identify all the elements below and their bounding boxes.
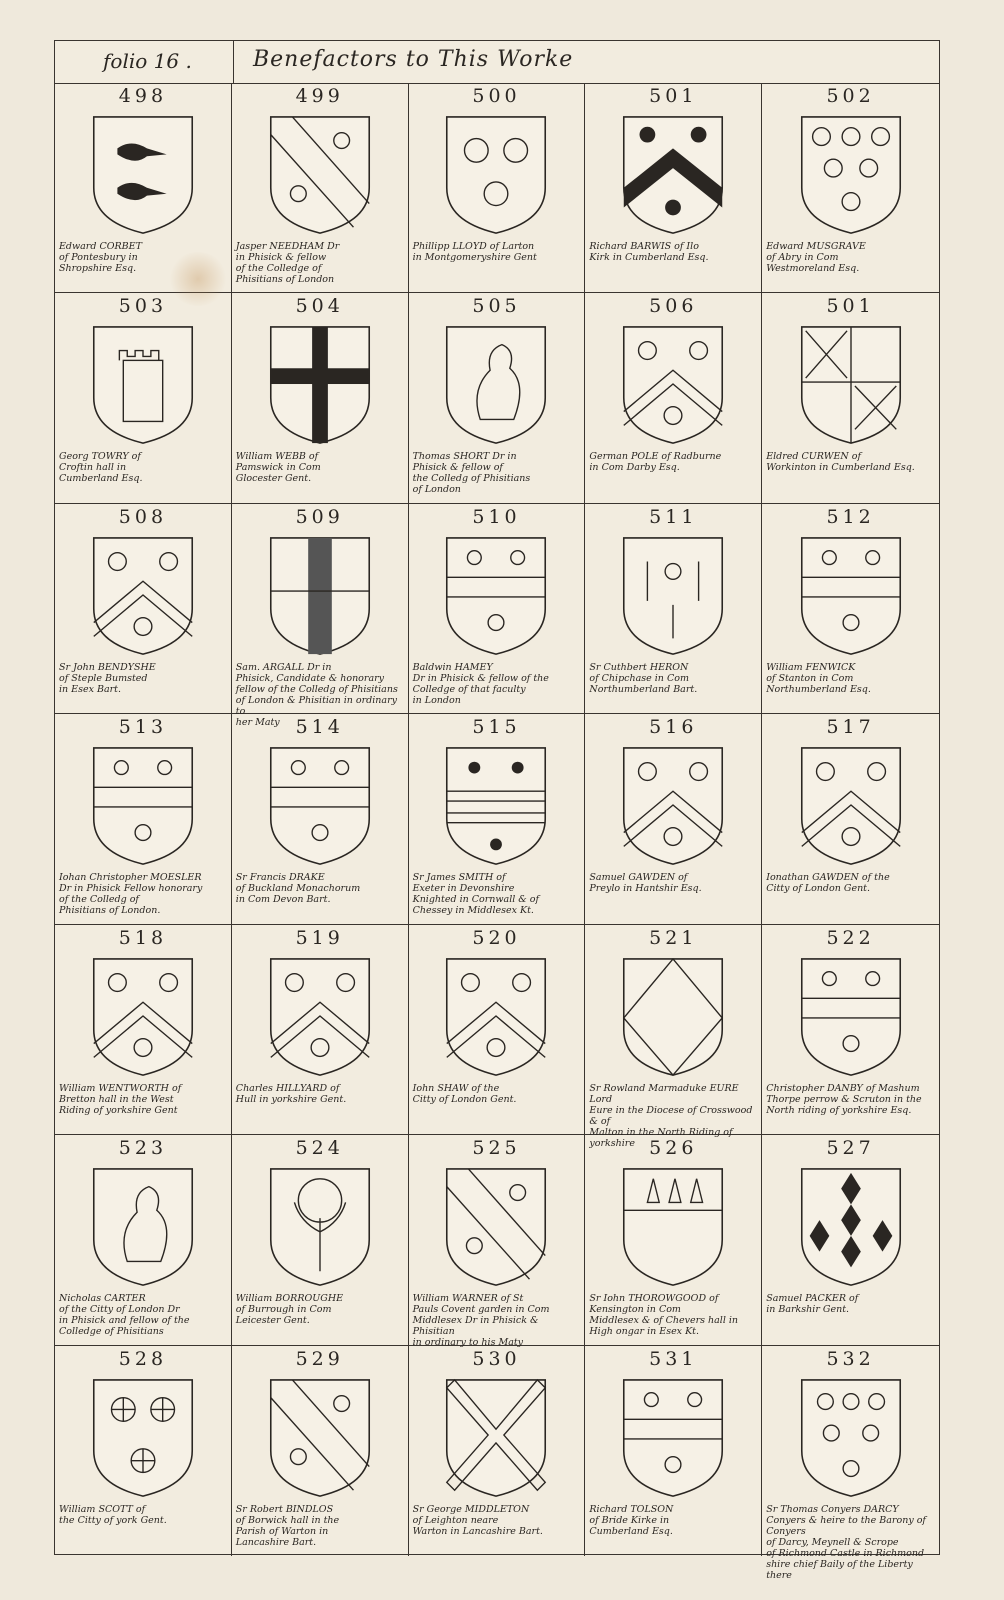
entry-number: 501 <box>826 295 875 318</box>
entry-number: 528 <box>118 1347 168 1370</box>
arms-cell <box>585 504 762 714</box>
benefactor-caption: William WEBB of Pamswick in Com Glocester Gent. <box>235 451 321 485</box>
coat-of-arms-shield <box>264 742 376 870</box>
arms-cell <box>762 714 939 924</box>
arms-cell <box>585 1346 762 1556</box>
coat-of-arms-shield <box>795 532 907 660</box>
benefactor-caption: William FENWICK of Stanton in Com Northumberland Esq. <box>766 661 871 695</box>
entry-number: 512 <box>826 505 875 528</box>
benefactor-caption: Georg TOWRY of Croftin hall in Cumberland Esq. <box>59 451 143 485</box>
benefactor-caption: William WARNER of St Pauls Covent garden in Com Middlesex Dr in Phisick & Phisitian in ordinary to his Maty <box>412 1293 550 1349</box>
entry-number: 523 <box>118 1137 168 1160</box>
coat-of-arms-shield <box>617 321 729 449</box>
entry-number: 532 <box>826 1347 875 1370</box>
coat-of-arms-shield <box>440 1163 552 1291</box>
benefactor-caption: Charles HILLYARD of Hull in yorkshire Gent. <box>235 1082 347 1105</box>
benefactor-caption: German POLE of Radburne in Com Darby Esq. <box>589 451 722 474</box>
coat-of-arms-shield <box>795 742 907 870</box>
coat-of-arms-shield <box>617 111 729 239</box>
coat-of-arms-shield <box>87 532 199 660</box>
arms-cell <box>232 714 409 924</box>
arms-cell <box>55 293 232 503</box>
coat-of-arms-shield <box>440 321 552 449</box>
arms-cell <box>762 1346 939 1581</box>
coat-of-arms-shield <box>87 1163 199 1291</box>
coat-of-arms-shield <box>440 111 552 239</box>
arms-cell <box>762 1135 939 1345</box>
entry-number: 526 <box>649 1137 698 1160</box>
benefactor-caption: Sr Cuthbert HERON of Chipchase in Com Northumberland Bart. <box>589 661 698 695</box>
coat-of-arms-shield <box>264 953 376 1081</box>
benefactor-caption: Sr Francis DRAKE of Buckland Monachorum in Com Devon Bart. <box>235 872 361 906</box>
entry-number: 513 <box>118 716 168 739</box>
coat-of-arms-shield <box>617 953 729 1081</box>
entry-number: 521 <box>649 926 698 949</box>
coat-of-arms-shield <box>795 1374 907 1502</box>
folio-number: folio 16 . <box>103 49 192 73</box>
arms-cell <box>409 925 586 1135</box>
benefactor-caption: Ionathan GAWDEN of the Citty of London Gent. <box>766 872 890 895</box>
coat-of-arms-shield <box>795 111 907 239</box>
arms-cell <box>232 1346 409 1556</box>
benefactor-caption: Jasper NEEDHAM Dr in Phisick & fellow of the Colledge of Phisitians of London <box>235 241 340 285</box>
entry-number: 499 <box>295 85 344 107</box>
benefactor-caption: Sr Thomas Conyers DARCY Conyers & heire to the Barony of Conyers of Darcy, Meynell & Scrope of Richmond Castle in Richmond shire chief Baily of the Liberty there <box>766 1503 926 1581</box>
arms-cell <box>585 714 762 924</box>
benefactor-caption: Sr Rowland Marmaduke EURE Lord Eure in the Diocese of Crosswood & of Malton in the North Riding of yorkshire <box>589 1082 753 1149</box>
arms-cell <box>585 1135 762 1345</box>
arms-grid <box>55 83 939 1581</box>
benefactor-caption: Samuel PACKER of in Barkshir Gent. <box>766 1293 859 1316</box>
arms-cell <box>409 293 586 503</box>
coat-of-arms-shield <box>795 953 907 1081</box>
benefactor-caption: Sam. ARGALL Dr in Phisick, Candidate & honorary fellow of the Colledg of Phisitians of London & Phisitian in ordinary to her Maty <box>235 661 398 728</box>
benefactor-caption: Sr Iohn THOROWGOOD of Kensington in Com Middlesex & of Chevers hall in High ongar in Esex Kt. <box>589 1293 739 1338</box>
benefactor-caption: Phillipp LLOYD of Larton in Montgomeryshire Gent <box>412 241 537 263</box>
arms-cell <box>409 714 586 924</box>
entry-number: 519 <box>295 926 344 949</box>
entry-number: 520 <box>472 926 521 949</box>
benefactor-caption: Edward MUSGRAVE of Abry in Com Westmoreland Esq. <box>766 241 866 274</box>
benefactor-caption: Iohn SHAW of the Citty of London Gent. <box>412 1082 517 1105</box>
coat-of-arms-shield <box>264 1374 376 1502</box>
entry-number: 502 <box>826 85 875 107</box>
coat-of-arms-shield <box>440 532 552 660</box>
entry-number: 515 <box>472 716 521 739</box>
arms-cell <box>55 1346 232 1556</box>
benefactor-caption: Sr James SMITH of Exeter in Devonshire Knighted in Cornwall & of Chessey in Middlesex Kt. <box>412 872 540 917</box>
benefactor-caption: Iohan Christopher MOESLER Dr in Phisick Fellow honorary of the Colledg of Phisitians of London. <box>59 872 203 917</box>
arms-cell <box>585 83 762 293</box>
entry-number: 517 <box>826 716 875 739</box>
arms-cell <box>55 1135 232 1345</box>
coat-of-arms-shield <box>795 1163 907 1291</box>
coat-of-arms-shield <box>87 321 199 449</box>
entry-number: 506 <box>649 295 698 318</box>
coat-of-arms-shield <box>87 742 199 870</box>
arms-cell <box>55 504 232 714</box>
plate <box>54 40 940 1581</box>
benefactor-caption: William BORROUGHE of Burrough in Com Leicester Gent. <box>235 1293 344 1327</box>
arms-cell <box>762 83 939 293</box>
benefactor-caption: Richard BARWIS of Ilo Kirk in Cumberland Esq. <box>589 241 709 263</box>
entry-number: 516 <box>649 716 698 739</box>
entry-number: 530 <box>472 1347 521 1370</box>
entry-number: 522 <box>826 926 875 949</box>
entry-number: 501 <box>649 85 698 107</box>
entry-number: 518 <box>118 926 168 949</box>
entry-number: 525 <box>472 1137 521 1160</box>
entry-number: 511 <box>649 505 698 528</box>
entry-number: 505 <box>472 295 521 318</box>
entry-number: 527 <box>826 1137 875 1160</box>
coat-of-arms-shield <box>87 953 199 1081</box>
coat-of-arms-shield <box>617 532 729 660</box>
plate-header <box>55 41 939 84</box>
coat-of-arms-shield <box>87 111 199 239</box>
arms-cell <box>585 293 762 503</box>
arms-cell <box>762 925 939 1135</box>
benefactor-caption: Sr George MIDDLETON of Leighton neare Warton in Lancashire Bart. <box>412 1503 543 1537</box>
arms-cell <box>762 504 939 714</box>
arms-cell <box>232 83 409 293</box>
arms-cell <box>232 1135 409 1345</box>
arms-cell <box>409 1346 586 1556</box>
entry-number: 500 <box>472 85 521 107</box>
header-divider <box>233 41 234 83</box>
entry-number: 529 <box>295 1347 344 1370</box>
benefactor-caption: Eldred CURWEN of Workinton in Cumberland Esq. <box>766 451 915 474</box>
coat-of-arms-shield <box>264 532 376 660</box>
benefactor-caption: William SCOTT of the Citty of york Gent. <box>59 1503 167 1526</box>
entry-number: 498 <box>118 85 168 107</box>
entry-number: 508 <box>118 505 168 528</box>
arms-cell <box>409 83 586 293</box>
coat-of-arms-shield <box>617 1374 729 1502</box>
coat-of-arms-shield <box>264 111 376 239</box>
entry-number: 509 <box>295 505 344 528</box>
benefactor-caption: Thomas SHORT Dr in Phisick & fellow of the Colledg of Phisitians of London <box>412 451 531 496</box>
benefactor-caption: Samuel GAWDEN of Preylo in Hantshir Esq. <box>589 872 702 895</box>
entry-number: 514 <box>295 716 344 739</box>
page-title: Benefactors to This Worke <box>253 47 574 72</box>
entry-number: 524 <box>295 1137 344 1160</box>
arms-cell <box>762 293 939 503</box>
benefactor-caption: Baldwin HAMEY Dr in Phisick & fellow of the Colledge of that faculty in London <box>412 661 549 706</box>
arms-cell <box>409 1135 586 1349</box>
arms-cell <box>55 714 232 924</box>
coat-of-arms-shield <box>440 1374 552 1502</box>
arms-cell <box>232 293 409 503</box>
coat-of-arms-shield <box>264 321 376 449</box>
entry-number: 531 <box>649 1347 698 1370</box>
coat-of-arms-shield <box>795 321 907 449</box>
benefactor-caption: William WENTWORTH of Bretton hall in the West Riding of yorkshire Gent <box>59 1082 182 1116</box>
entry-number: 503 <box>118 295 168 318</box>
benefactor-caption: Edward CORBET of Pontesbury in Shropshire Esq. <box>59 241 142 274</box>
arms-cell <box>409 504 586 714</box>
benefactor-caption: Richard TOLSON of Bride Kirke in Cumberland Esq. <box>589 1503 674 1537</box>
benefactor-caption: Sr John BENDYSHE of Steple Bumsted in Esex Bart. <box>59 661 156 695</box>
coat-of-arms-shield <box>264 1163 376 1291</box>
coat-of-arms-shield <box>87 1374 199 1502</box>
benefactor-caption: Christopher DANBY of Mashum Thorpe perrow & Scruton in the North riding of yorkshire Esq. <box>766 1082 922 1116</box>
arms-cell <box>55 83 232 293</box>
benefactor-caption: Nicholas CARTER of the Citty of London Dr in Phisick and fellow of the Colledge of Phisitians <box>59 1293 190 1338</box>
arms-cell <box>232 925 409 1135</box>
benefactor-caption: Sr Robert BINDLOS of Borwick hall in the Parish of Warton in Lancashire Bart. <box>235 1503 340 1548</box>
coat-of-arms-shield <box>617 742 729 870</box>
coat-of-arms-shield <box>617 1163 729 1291</box>
coat-of-arms-shield <box>440 742 552 870</box>
entry-number: 504 <box>295 295 344 318</box>
coat-of-arms-shield <box>440 953 552 1081</box>
entry-number: 510 <box>472 505 521 528</box>
arms-cell <box>55 925 232 1135</box>
